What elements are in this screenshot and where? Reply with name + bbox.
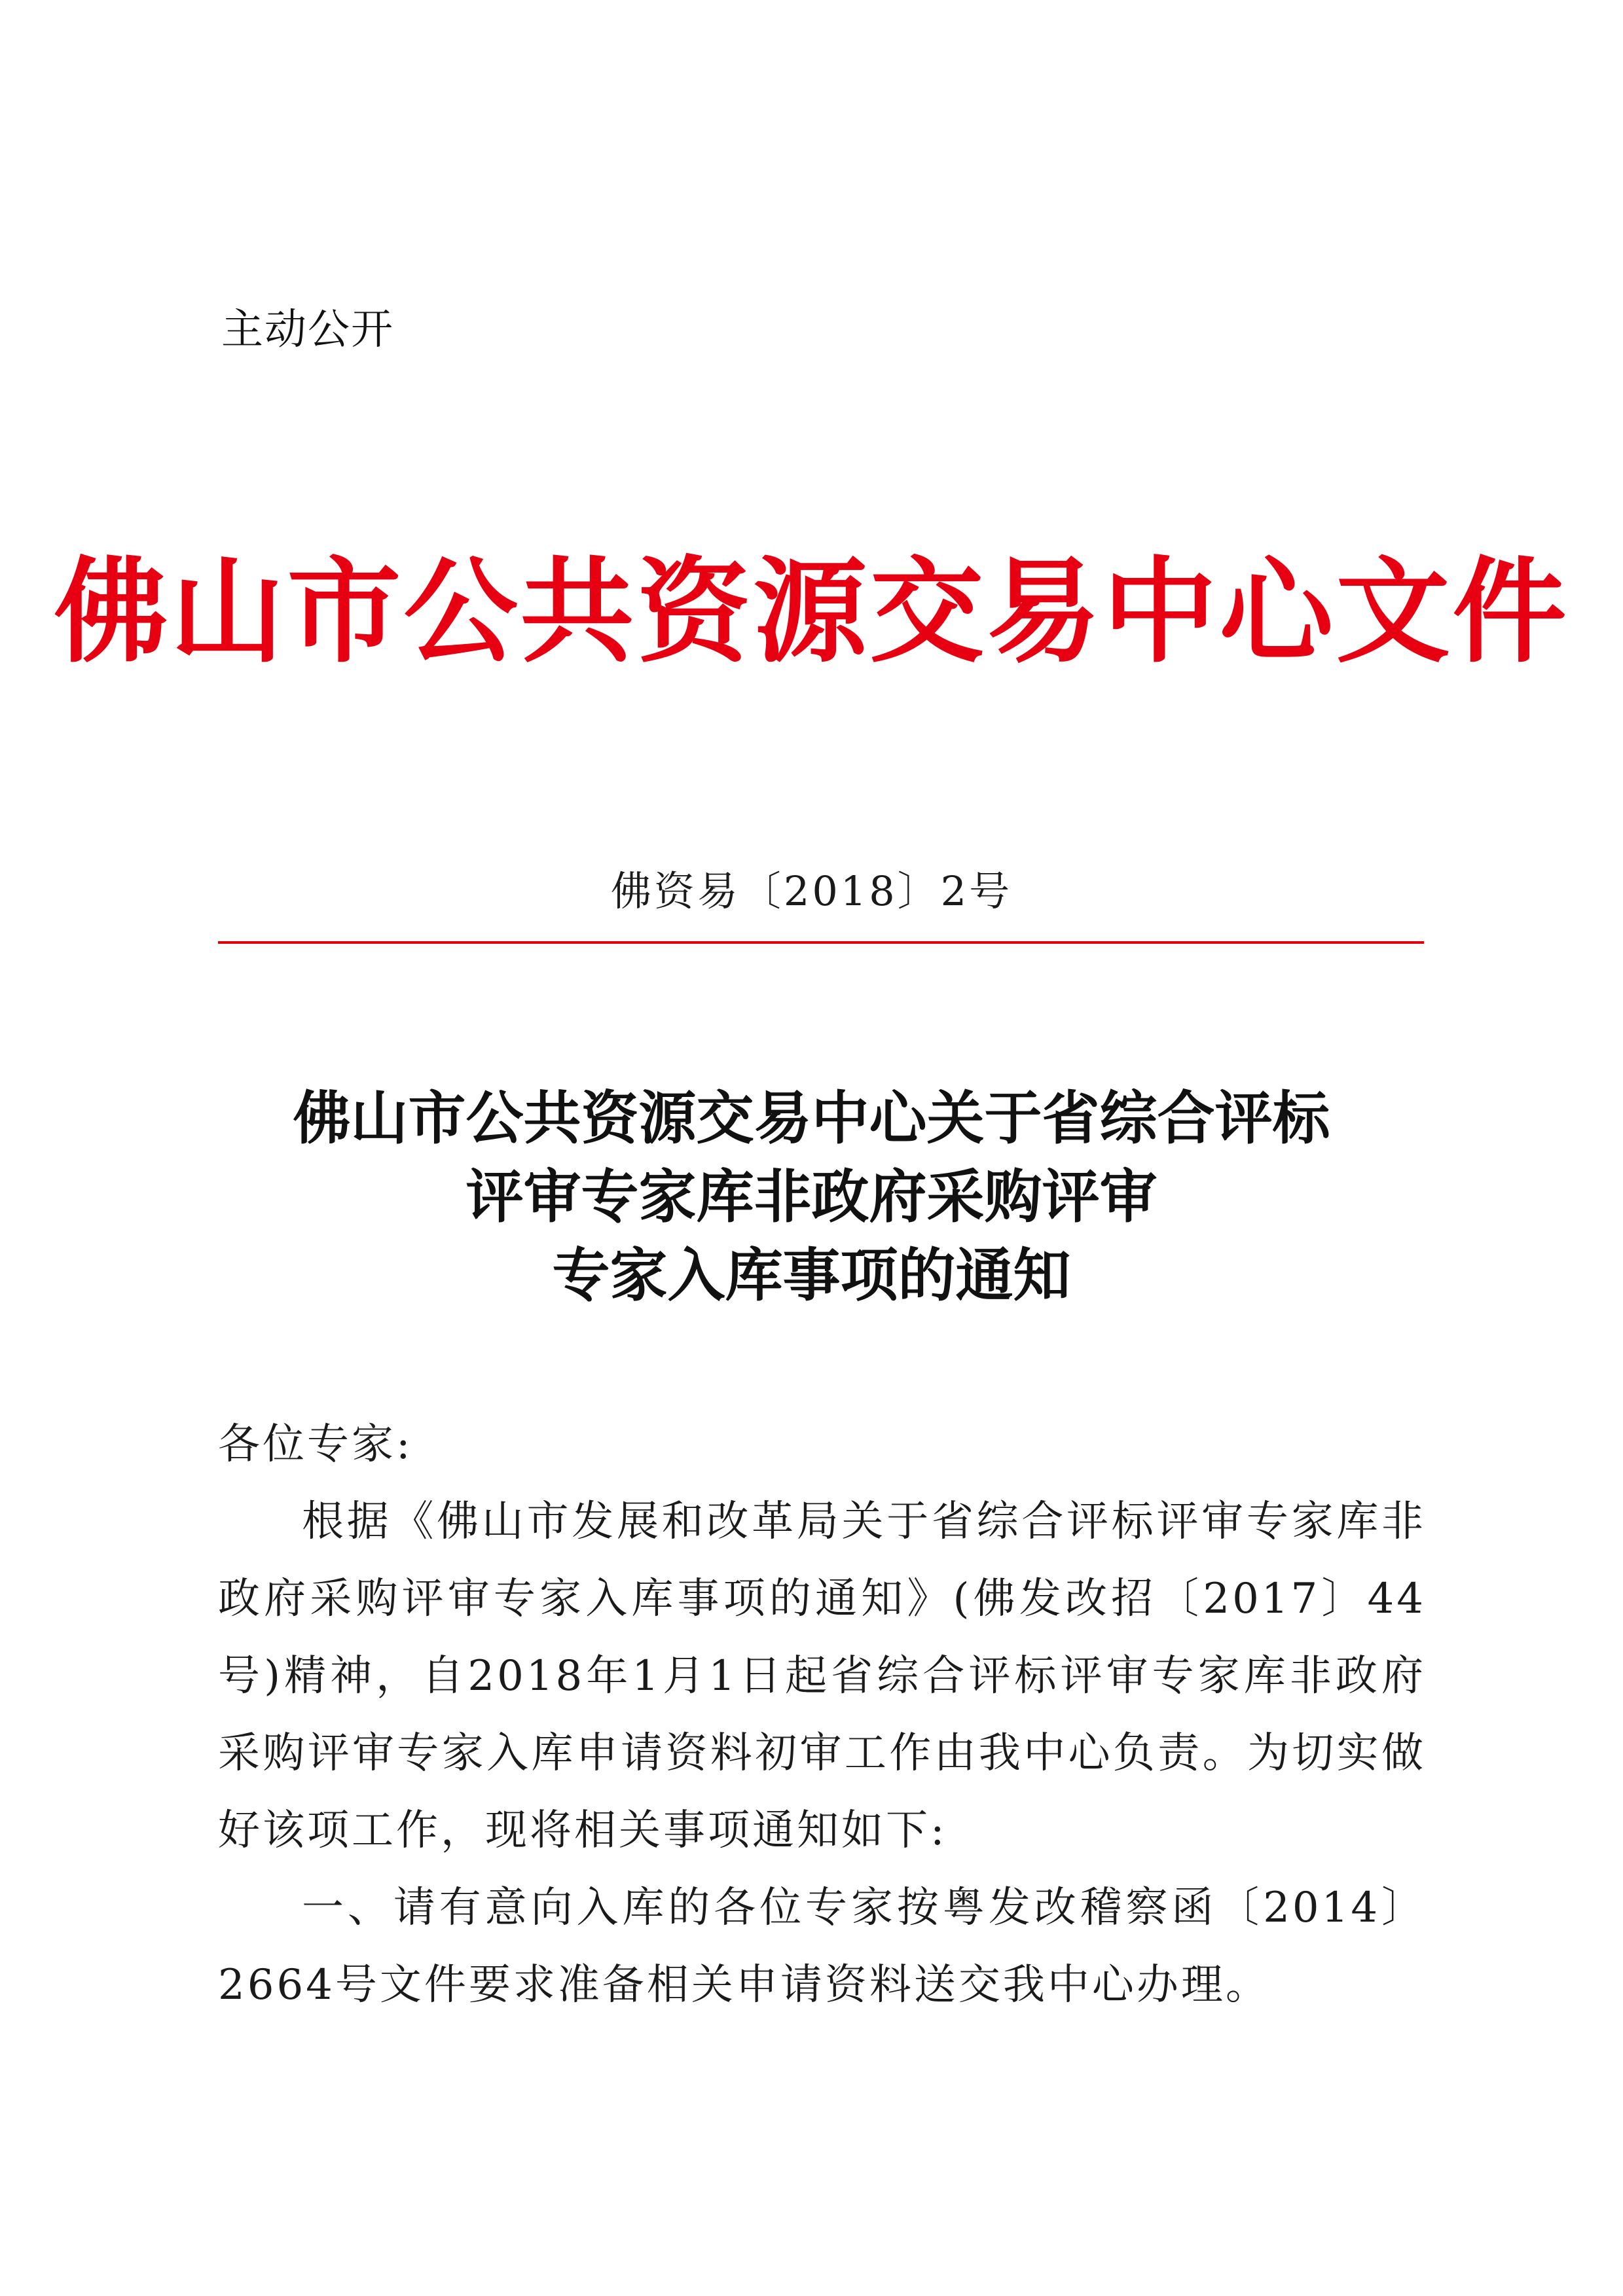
red-divider-line (218, 941, 1424, 944)
paragraph-item-1: 一、请有意向入库的各位专家按粤发改稽察函〔2014〕2664号文件要求准备相关申请资料送交我中心办理。 (218, 1884, 1426, 2009)
title-line-3: 专家入库事项的通知 (552, 1241, 1071, 1309)
notice-body (218, 1406, 1426, 2024)
disclosure-label: 主动公开 (221, 306, 394, 354)
title-line-2: 评审专家库非政府采购评审 (465, 1162, 1158, 1230)
salutation: 各位专家: (218, 1420, 413, 1469)
paragraph-basis: 根据《佛山市发展和改革局关于省综合评标评审专家库非政府采购评审专家入库事项的通知》(佛发改招〔2017〕44号)精神，自2018年1月1日起省综合评标评审专家库非政府采购评审专家入库申请资料初审工作由我中心负责。为切实做好该项工作，现将相关事项通知如下: (218, 1498, 1426, 1855)
document-number: 佛资易〔2018〕2号 (610, 867, 1013, 915)
issuer-header: 佛山市公共资源交易中心文件 (54, 545, 1569, 679)
title-line-1: 佛山市公共资源交易中心关于省综合评标 (293, 1084, 1330, 1152)
notice-title (0, 1079, 1623, 1314)
